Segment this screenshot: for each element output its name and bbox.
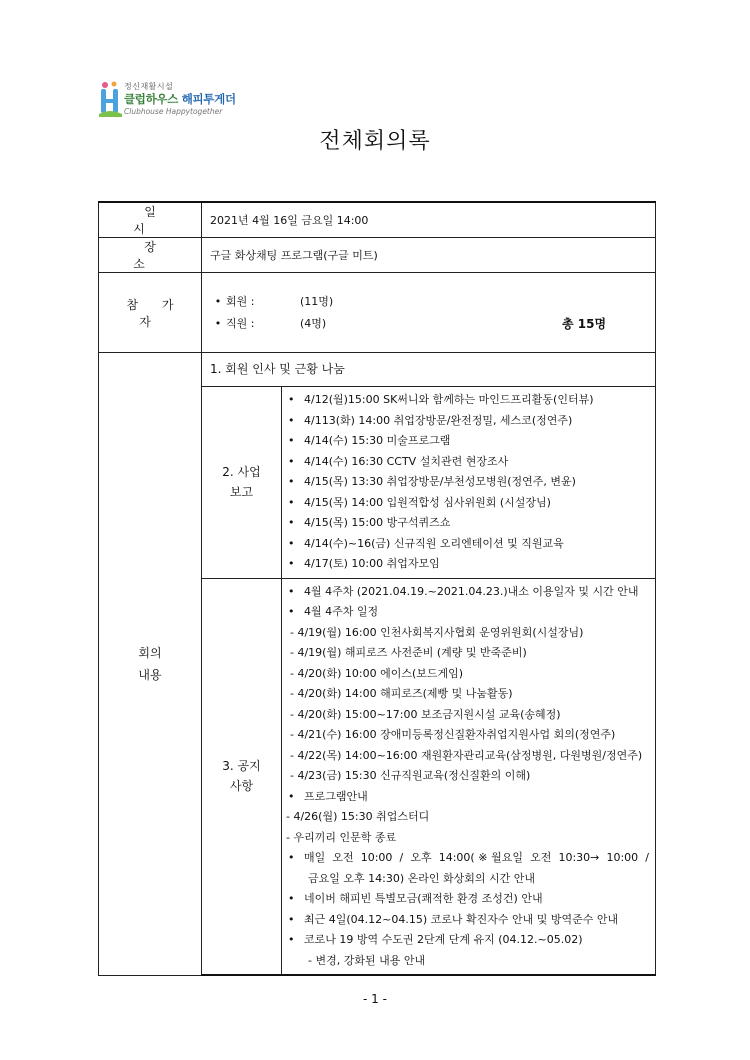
attendees-row: [99, 273, 656, 353]
page-number: - 1 -: [363, 992, 387, 1006]
list-item: - 4/19(월) 16:00 인천사회복지사협회 운영위원회(시설장님): [290, 625, 584, 639]
notice-items-cell: [282, 578, 656, 975]
list-item: • 4/12(월)15:00 SK써니와 함께하는 마인드프리활동(인터뷰): [282, 390, 655, 411]
notice-label-line1: 3. 공지: [222, 759, 261, 774]
attendee-line-members: [210, 291, 655, 313]
list-item: • 코로나 19 방역 수도권 2단계 단계 유지 (04.12.~05.02): [282, 930, 655, 951]
logo-english: Clubhouse Happytogether: [124, 107, 223, 116]
bullet-icon: •: [214, 294, 222, 308]
place-row: [99, 238, 656, 273]
list-item: 금요일 오후 14:30) 온라인 화상회의 시간 안내: [308, 871, 535, 885]
list-item: • 4/14(수) 15:30 미술프로그램: [282, 431, 655, 452]
list-item: • 매일 오전 10:00 / 오후 14:00(※월요일 오전 10:30→ 10:00 /: [282, 848, 655, 869]
greeting-heading: 1. 회원 인사 및 근황 나눔: [202, 353, 656, 387]
attendee-count: (4명): [300, 316, 327, 330]
list-item: • 4/17(토) 10:00 취업자모임: [282, 554, 655, 575]
list-item: • 4/113(화) 14:00 취업장방문/완전정밀, 세스코(정연주): [282, 411, 655, 432]
list-item: • 4/14(수) 16:30 CCTV 설치관련 현장조사: [282, 452, 655, 473]
attendee-role: 회원 :: [226, 294, 255, 308]
report-list: [282, 390, 655, 575]
list-item: • 네이버 해피빈 특별모금(쾌적한 환경 조성건) 안내: [282, 889, 655, 910]
logo-title-part2: 해피투게더: [178, 92, 236, 106]
list-item: - 우리끼리 인문학 종료: [286, 830, 397, 844]
list-item: • 4/14(수)~16(금) 신규직원 오리엔테이션 및 직원교육: [282, 534, 655, 555]
list-item: - 4/23(금) 15:30 신규직원교육(정신질환의 이해): [290, 769, 531, 782]
report-items-cell: [282, 387, 656, 579]
list-item: • 4/15(목) 14:00 입원적합성 심사위원회 (시설장님): [282, 493, 655, 514]
list-item: - 4/21(수) 16:00 장애미등록정신질환자취업지원사업 회의(정연주): [290, 728, 616, 741]
date-row: [99, 202, 656, 238]
bullet-icon: •: [214, 316, 222, 330]
report-label-line2: 보고: [229, 485, 254, 500]
list-item: • 최근 4일(04.12~04.15) 코로나 확진자수 안내 및 방역준수 안내: [282, 910, 655, 931]
attendees-label: 참 가 자: [126, 297, 184, 329]
notice-list: [282, 582, 655, 972]
attendee-role: 직원 :: [226, 316, 255, 330]
logo-title-part1: 클럽하우스: [124, 92, 179, 106]
list-item: - 4/20(화) 10:00 에이스(보드게임): [290, 666, 464, 680]
list-item: - 4/22(목) 14:00~16:00 재원환자관리교육(삼정병원, 다원병원/정연주): [290, 748, 643, 762]
date-label-cell: [99, 202, 202, 238]
content-label-cell: [99, 353, 202, 976]
list-item: • 4월 4주차 (2021.04.19.~2021.04.23.)내소 이용일자 및 시간 안내: [282, 582, 655, 603]
greeting-row: [99, 353, 656, 387]
content-label-line2: 내용: [138, 667, 162, 682]
list-item: - 4/20(화) 14:00 해피로즈(제빵 및 나눔활동): [290, 687, 513, 700]
attendees-cell: [202, 273, 656, 353]
list-item: • 프로그램안내: [282, 787, 655, 808]
logo-title: [124, 91, 236, 107]
logo-subtitle: 정신재활시설: [124, 82, 174, 91]
document-title: 전체회의록: [319, 129, 431, 154]
list-item: - 4/26(월) 15:30 취업스터디: [286, 810, 430, 823]
notice-label-cell: [202, 578, 282, 975]
place-value: 구글 화상채팅 프로그램(구글 미트): [202, 238, 656, 273]
minutes-table: [98, 201, 656, 976]
list-item: • 4월 4주차 일정: [282, 602, 655, 623]
list-item: - 변경, 강화된 내용 안내: [308, 953, 426, 967]
date-value: 2021년 4월 16일 금요일 14:00: [202, 202, 656, 238]
clubhouse-h-logo-icon: [98, 80, 124, 118]
list-item: - 4/20(화) 15:00~17:00 보조금지원시설 교육(송혜정): [290, 707, 561, 721]
content-label-line1: 회의: [138, 645, 162, 660]
list-item: - 4/19(월) 해피로즈 사전준비 (계량 및 반죽준비): [290, 646, 527, 659]
report-label-cell: [202, 387, 282, 579]
attendee-total: 총 15명: [562, 316, 607, 331]
list-item: • 4/15(목) 15:00 방구석퀴즈쇼: [282, 513, 655, 534]
date-label: 일 시: [133, 205, 178, 236]
place-label: 장 소: [133, 240, 178, 271]
report-label-line1: 2. 사업: [222, 465, 261, 480]
attendees-label-cell: [99, 273, 202, 353]
attendee-count: (11명): [300, 294, 334, 308]
place-label-cell: [99, 238, 202, 273]
clubhouse-logo: [98, 80, 258, 122]
notice-label-line2: 사항: [229, 779, 254, 794]
list-item: • 4/15(목) 13:30 취업장방문/부천성모병원(정연주, 변윤): [282, 472, 655, 493]
attendee-line-staff: [210, 313, 655, 335]
